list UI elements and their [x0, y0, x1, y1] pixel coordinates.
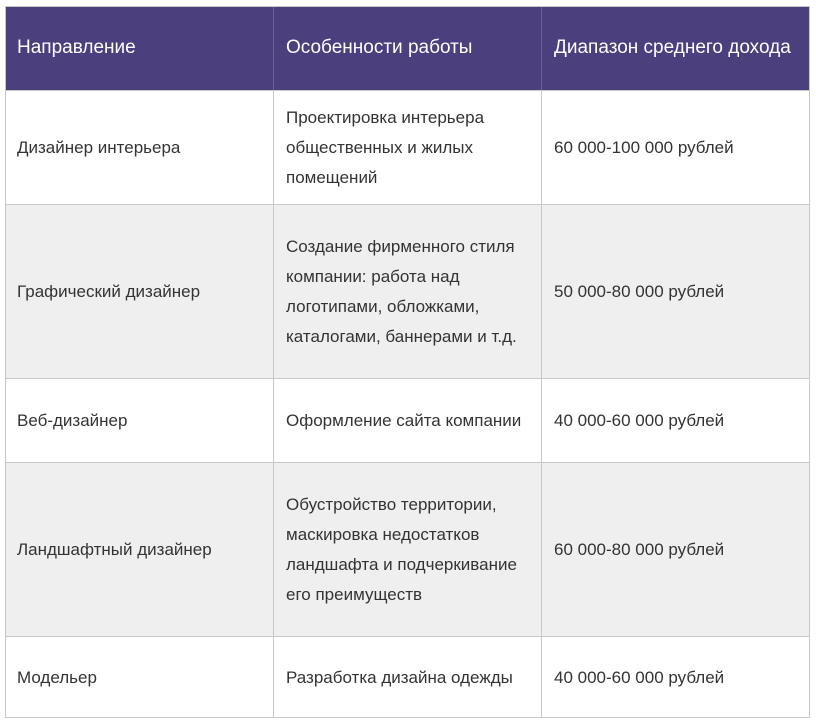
cell-income: 40 000-60 000 рублей [541, 379, 810, 462]
cell-direction: Модельер [17, 667, 97, 687]
table-row [5, 462, 810, 636]
table-row [5, 378, 810, 462]
cell-features: Обустройство территории, маскировка недостатков ландшафта и подчеркивание его преимуществ [273, 463, 541, 636]
header-features: Особенности работы [273, 6, 541, 90]
cell-direction: Ландшафтный дизайнер [17, 539, 212, 559]
cell-income: 60 000-80 000 рублей [541, 463, 810, 636]
table-row [5, 90, 810, 204]
cell-direction: Графический дизайнер [17, 281, 201, 301]
cell-features: Создание фирменного стиля компании: работа над логотипами, обложками, каталогами, баннерами и т.д. [273, 205, 541, 378]
income-table [5, 6, 810, 718]
cell-direction: Веб-дизайнер [17, 410, 128, 430]
cell-income: 40 000-60 000 рублей [541, 637, 810, 718]
header-income: Диапазон среднего дохода [541, 6, 810, 90]
cell-features: Оформление сайта компании [273, 379, 541, 462]
cell-income: 60 000-100 000 рублей [541, 91, 810, 204]
cell-income: 50 000-80 000 рублей [541, 205, 810, 378]
cell-features: Проектировка интерьера общественных и жилых помещений [273, 91, 541, 204]
table-row [5, 204, 810, 378]
cell-direction: Дизайнер интерьера [17, 137, 181, 157]
table-row [5, 636, 810, 718]
table-header-row [5, 6, 810, 90]
header-direction: Направление [17, 37, 136, 58]
cell-features: Разработка дизайна одежды [273, 637, 541, 718]
